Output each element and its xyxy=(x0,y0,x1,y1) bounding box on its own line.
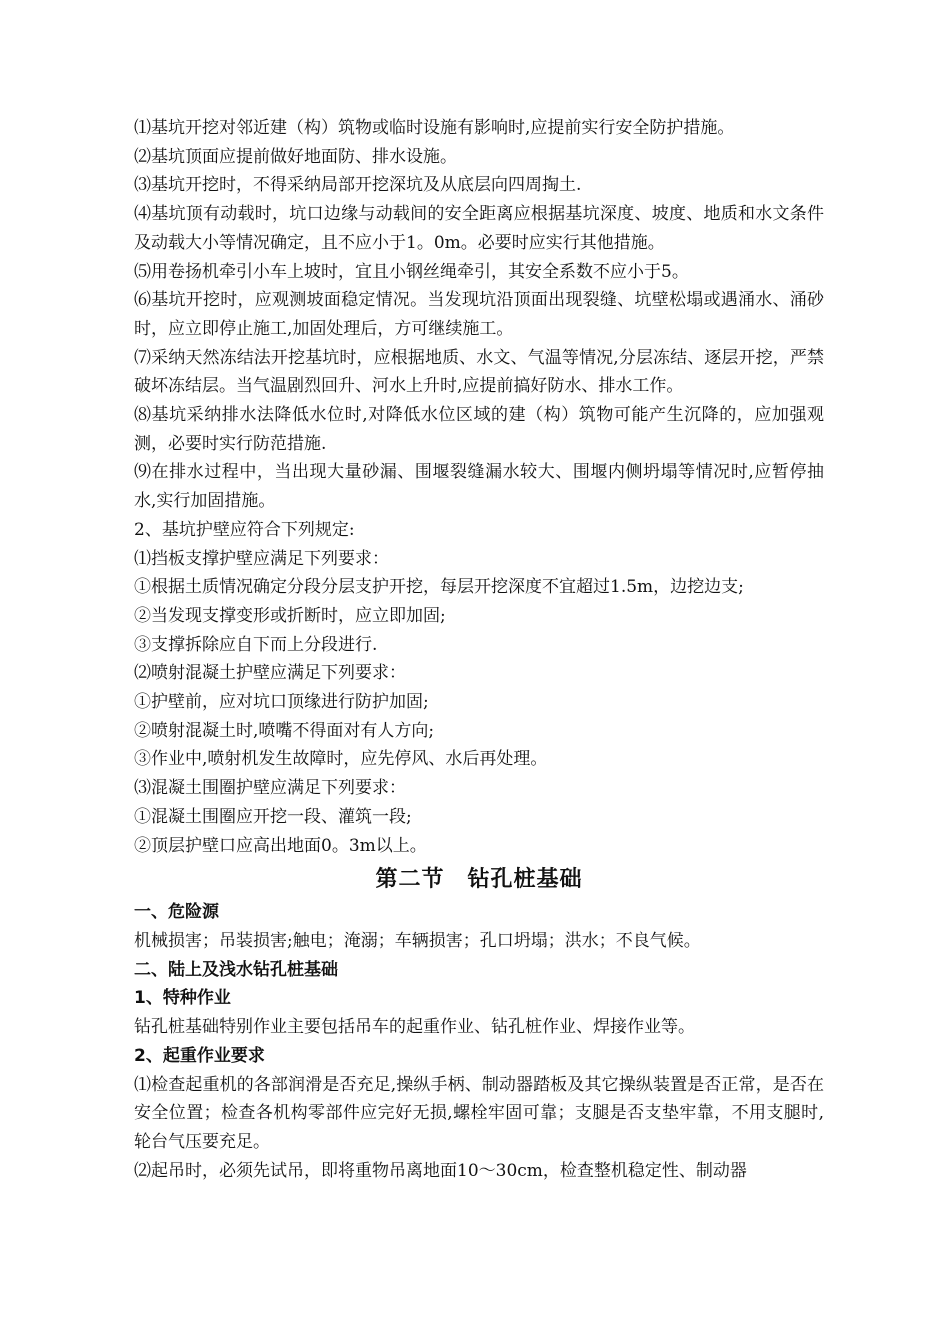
paragraph: ⑶混凝土围圈护壁应满足下列要求： xyxy=(134,778,406,799)
paragraph: ⑵起吊时，必须先试吊，即将重物吊离地面10～30cm，检查整机稳定性、制动器 xyxy=(134,1160,747,1181)
paragraph: ⑹基坑开挖时，应观测坡面稳定情况。当发现坑沿顶面出现裂缝、坑壁松塌或遇涌水、涌砂时，应立即停止施工,加固处理后，方可继续施工。 xyxy=(134,290,824,339)
paragraph: 2、基坑护壁应符合下列规定: xyxy=(134,519,355,540)
paragraph: ②顶层护壁口应高出地面0。3m以上。 xyxy=(134,835,427,856)
paragraph: ⑸用卷扬机牵引小车上坡时，宜且小钢丝绳牵引，其安全系数不应小于5。 xyxy=(134,261,689,282)
paragraph: ⑵基坑顶面应提前做好地面防、排水设施。 xyxy=(134,146,457,167)
paragraph: ①护壁前，应对坑口顶缘进行防护加固; xyxy=(134,692,429,713)
paragraph: ⑻基坑采纳排水法降低水位时,对降低水位区域的建（构）筑物可能产生沉降的，应加强观测，必要时实行防范措施. xyxy=(134,405,824,454)
paragraph: ⑵喷射混凝土护壁应满足下列要求： xyxy=(134,663,406,684)
paragraph: ⑺采纳天然冻结法开挖基坑时，应根据地质、水文、气温等情况,分层冻结、逐层开挖，严禁破坏冻结层。当气温剧烈回升、河水上升时,应提前搞好防水、排水工作。 xyxy=(134,347,824,397)
paragraph: ①混凝土围圈应开挖一段、灌筑一段; xyxy=(134,806,412,827)
paragraph: ⑴检查起重机的各部润滑是否充足,操纵手柄、制动器踏板及其它操纵装置是否正常，是否在安全位置；检查各机构零部件应完好无损,螺栓牢固可靠；支腿是否支垫牢靠，不用支腿时,轮台气压要充足。 xyxy=(134,1074,824,1152)
document-page xyxy=(134,114,824,1185)
paragraph: ⑴挡板支撑护壁应满足下列要求： xyxy=(134,548,389,569)
paragraph: ⑷基坑顶有动载时，坑口边缘与动载间的安全距离应根据基坑深度、坡度、地质和水文条件及动载大小等情况确定，且不应小于1。0m。必要时应实行其他措施。 xyxy=(134,204,824,253)
paragraph: 钻孔桩基础特别作业主要包括吊车的起重作业、钻孔桩作业、焊接作业等。 xyxy=(134,1017,695,1038)
paragraph: ②喷射混凝土时,喷嘴不得面对有人方向; xyxy=(134,720,435,741)
paragraph: 机械损害；吊装损害;触电；淹溺；车辆损害；孔口坍塌；洪水；不良气候。 xyxy=(134,930,701,951)
paragraph: ①根据土质情况确定分段分层支护开挖，每层开挖深度不宜超过1.5m，边挖边支; xyxy=(134,577,744,598)
heading-lifting-requirements: 2、起重作业要求 xyxy=(134,1045,265,1066)
paragraph: ②当发现支撑变形或折断时，应立即加固; xyxy=(134,605,446,626)
section-title: 第二节 钻孔桩基础 xyxy=(375,867,583,893)
heading-hazard: 一、危险源 xyxy=(134,902,219,923)
paragraph: ⑼在排水过程中，当出现大量砂漏、围堰裂缝漏水较大、围堰内侧坍塌等情况时,应暂停抽水,实行加固措施。 xyxy=(134,462,824,512)
heading-land-drilling: 二、陆上及浅水钻孔桩基础 xyxy=(134,959,338,980)
paragraph: ⑴基坑开挖对邻近建（构）筑物或临时设施有影响时,应提前实行安全防护措施。 xyxy=(134,118,735,138)
paragraph: ③支撑拆除应自下而上分段进行. xyxy=(134,634,378,655)
paragraph: ⑶基坑开挖时，不得采纳局部开挖深坑及从底层向四周掏土. xyxy=(134,175,582,196)
paragraph: ③作业中,喷射机发生故障时，应先停风、水后再处理。 xyxy=(134,749,548,770)
heading-special-work: 1、特种作业 xyxy=(134,988,231,1009)
